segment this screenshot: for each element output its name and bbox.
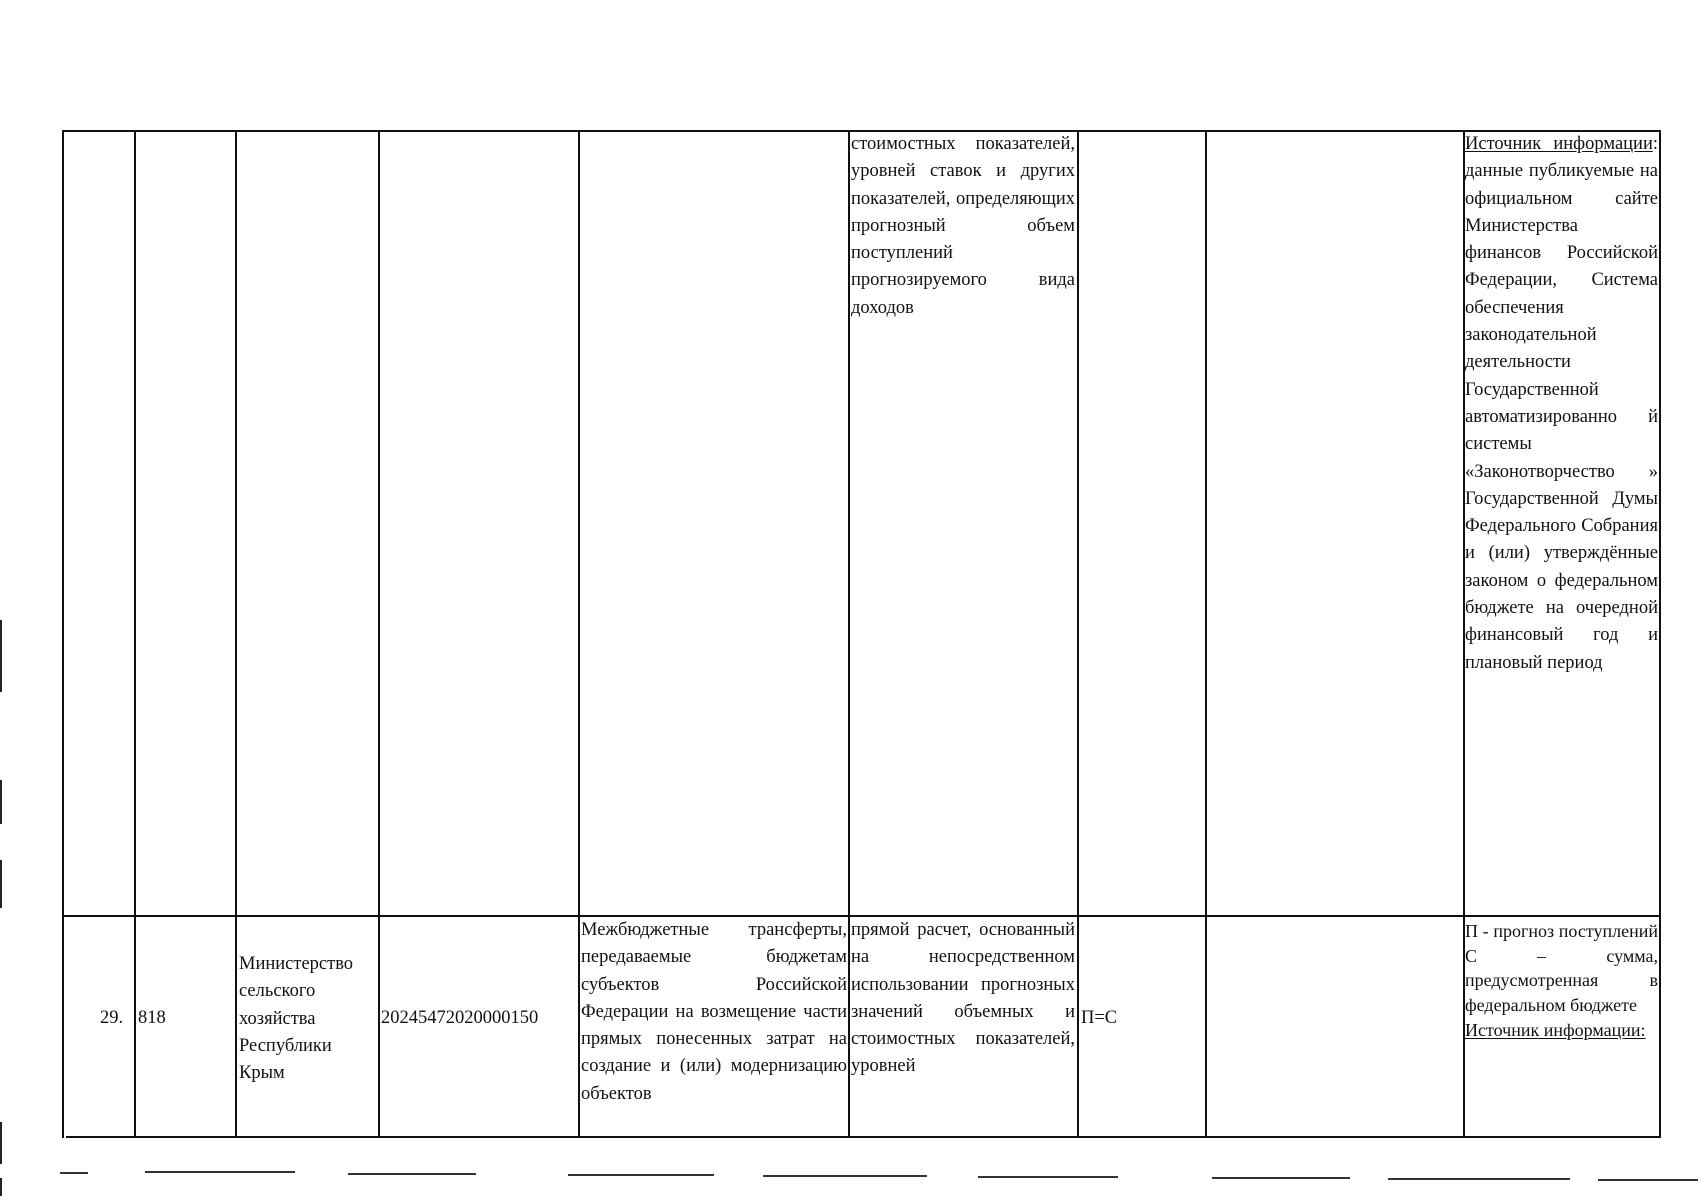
col-line-1 bbox=[134, 130, 136, 1138]
method-text: стоимостных показателей, уровней ставок и других показателей, определяющих прогнозный объем поступлений прогнозируемого вида доходов bbox=[851, 134, 1075, 318]
source-colon: : bbox=[1652, 134, 1658, 154]
footer-rule bbox=[1212, 1177, 1350, 1179]
footer-rule bbox=[1598, 1179, 1698, 1181]
source-cell-continued bbox=[1465, 131, 1658, 913]
margin-mark bbox=[0, 860, 2, 908]
source-text: данные публикуемые на официальном сайте Министерства финансов Российской Федерации, Система обеспечения законодательной деятельности Государственной автоматизированно й системы «Законотворчество » Государственной Думы Федерального Собрания и (или) утверждённые законом о федеральном бюджете на очередной финансовый год и плановый период bbox=[1465, 161, 1658, 673]
source-label: Источник информации: bbox=[1465, 1019, 1646, 1040]
footer-rule bbox=[1388, 1178, 1570, 1180]
margin-mark bbox=[0, 1122, 2, 1164]
row-number-cell bbox=[100, 1005, 136, 1035]
formula-cell bbox=[1081, 1005, 1201, 1035]
margin-mark bbox=[0, 1178, 2, 1196]
footer-rule bbox=[763, 1175, 927, 1177]
col-line-5 bbox=[848, 130, 850, 1138]
revenue-name: Межбюджетные трансферты, передаваемые бюджетам субъектов Российской Федерации на возмещение части прямых понесенных затрат на создание и (или) модернизацию объектов bbox=[581, 920, 847, 1104]
footer-rule bbox=[145, 1171, 295, 1173]
kbk-cell bbox=[381, 1005, 577, 1035]
admin-name: Министерство сельского хозяйства Республики Крым bbox=[239, 954, 354, 1084]
col-line-7 bbox=[1205, 130, 1207, 1138]
admin-code-cell bbox=[138, 1005, 233, 1035]
method-text: прямой расчет, основанный на непосредственном использовании прогнозных значений объемных и стоимостных показателей, уровней bbox=[851, 920, 1075, 1077]
method-cell bbox=[851, 917, 1075, 1136]
source-label: Источник информации bbox=[1465, 134, 1653, 154]
footer-rule bbox=[568, 1174, 714, 1176]
footer-rule bbox=[348, 1173, 476, 1175]
admin-name-cell bbox=[239, 951, 377, 1091]
table-bottom-border bbox=[66, 1136, 1661, 1138]
col-line-6 bbox=[1077, 130, 1079, 1138]
legend-cell bbox=[1465, 919, 1658, 1134]
method-cell-continued bbox=[851, 131, 1075, 913]
footer-rule bbox=[978, 1176, 1118, 1178]
col-line-2 bbox=[235, 130, 237, 1138]
col-line-3 bbox=[378, 130, 380, 1138]
formula: П=С bbox=[1081, 1008, 1118, 1028]
row-number: 29. bbox=[100, 1008, 124, 1028]
legend-text: П - прогноз поступлений С – сумма, предусмотренная в федеральном бюджете bbox=[1465, 921, 1658, 1016]
col-line-4 bbox=[578, 130, 580, 1138]
col-line-0 bbox=[62, 130, 64, 1138]
margin-mark bbox=[0, 620, 2, 692]
kbk-code: 20245472020000150 bbox=[381, 1008, 539, 1028]
footer-rule bbox=[60, 1172, 88, 1174]
revenue-name-cell bbox=[581, 917, 847, 1136]
admin-code: 818 bbox=[138, 1008, 166, 1028]
col-line-9 bbox=[1659, 130, 1661, 1138]
margin-mark bbox=[0, 780, 2, 824]
